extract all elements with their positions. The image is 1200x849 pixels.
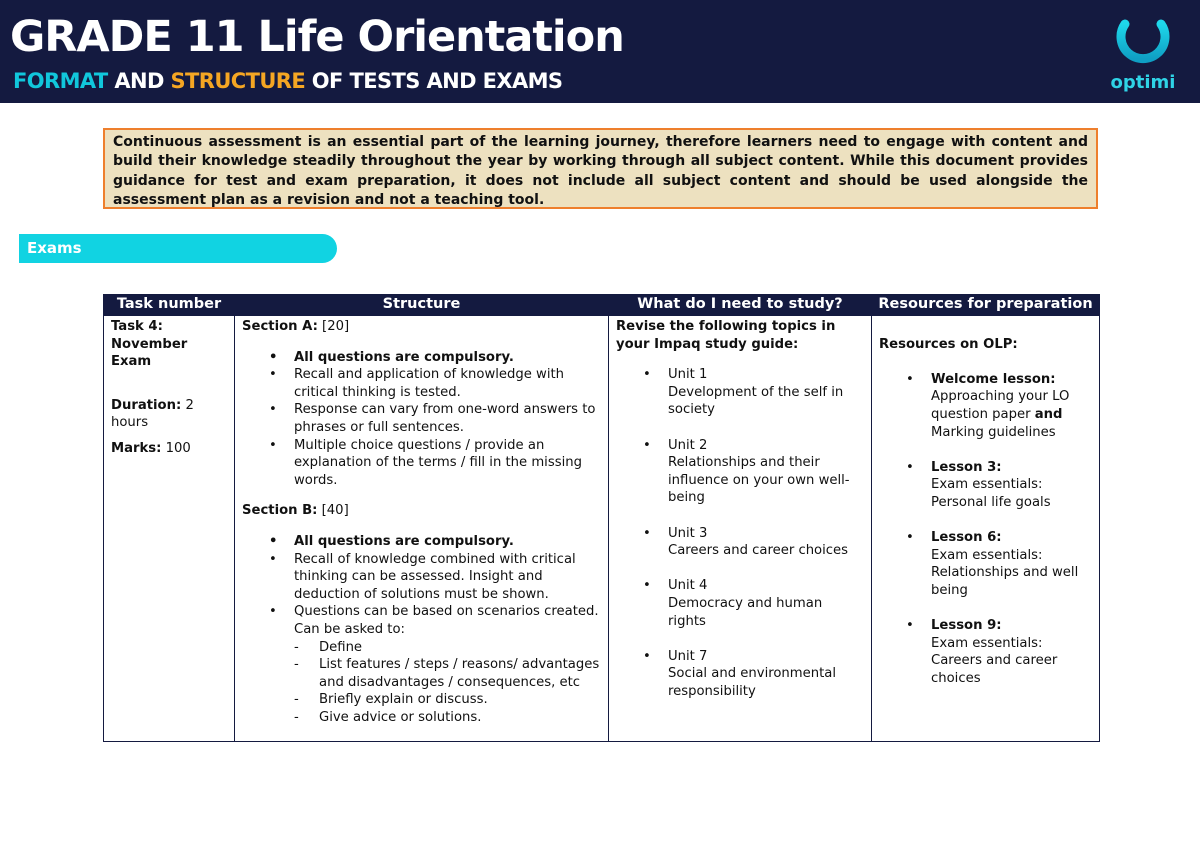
- list-item: - Define: [242, 639, 601, 657]
- resources-cell: [872, 316, 1100, 742]
- page-subtitle: [13, 68, 562, 94]
- section-b-sublist: [242, 639, 601, 727]
- list-item: • Response can vary from one-word answers to phrases or full sentences.: [242, 401, 601, 436]
- structure-cell: [235, 316, 609, 742]
- list-item: - List features / steps / reasons/ advantages and disadvantages / consequences, etc: [242, 656, 601, 691]
- header-resources: Resources for preparation: [872, 295, 1100, 316]
- list-item: • All questions are compulsory.: [242, 349, 601, 367]
- list-item: • Unit 1 Development of the self in society: [616, 366, 864, 419]
- table-row: [104, 316, 1100, 742]
- optimi-logo: [1108, 14, 1178, 96]
- task-duration: Duration: 2 hours: [111, 397, 194, 431]
- section-a-heading: Section A: [20]: [242, 319, 350, 334]
- list-item: • Unit 4 Democracy and human rights: [616, 577, 864, 630]
- task-cell: [104, 316, 235, 742]
- list-item: • Welcome lesson: Approaching your LO question paper and Marking guidelines: [879, 371, 1092, 441]
- optimi-logo-icon: [1114, 14, 1172, 70]
- subtitle-and: AND: [107, 69, 171, 93]
- resources-intro: Resources on OLP:: [879, 336, 1018, 352]
- exams-section-tab: Exams: [19, 234, 337, 263]
- task-name: Task 4: November Exam: [111, 319, 188, 370]
- list-item: - Give advice or solutions.: [242, 709, 601, 727]
- list-item: • Recall of knowledge combined with critical thinking can be assessed. Insight and deduction of solutions must be shown.: [242, 551, 601, 604]
- list-item: • Unit 7 Social and environmental responsibility: [616, 648, 864, 701]
- list-item: • Questions can be based on scenarios created. Can be asked to:: [242, 603, 601, 638]
- list-item: • Lesson 6: Exam essentials: Relationships and well being: [879, 529, 1092, 599]
- subtitle-rest: OF TESTS AND EXAMS: [305, 69, 563, 93]
- study-intro: Revise the following topics in your Impaq study guide:: [616, 319, 836, 352]
- study-units-list: [616, 366, 864, 700]
- optimi-logo-text: optimi: [1110, 72, 1176, 93]
- list-item: • All questions are compulsory.: [242, 533, 601, 551]
- section-a-list: [242, 349, 601, 490]
- assessment-notice: Continuous assessment is an essential part of the learning journey, therefore learners need to engage with content and build their knowledge steadily throughout the year by working through all subject content. While this document provides guidance for test and exam preparation, it does not include all subject content and should be used alongside the assessment plan as a revision and not a teaching tool.: [103, 128, 1098, 209]
- page-header: [0, 0, 1200, 103]
- list-item: - Briefly explain or discuss.: [242, 691, 601, 709]
- section-b-heading: Section B: [40]: [242, 503, 349, 519]
- subtitle-format: FORMAT: [13, 69, 108, 93]
- list-item: • Recall and application of knowledge with critical thinking is tested.: [242, 366, 601, 401]
- list-item: • Unit 3 Careers and career choices: [616, 525, 864, 560]
- list-item: • Lesson 9: Exam essentials: Careers and career choices: [879, 617, 1092, 687]
- section-b-list: [242, 533, 601, 639]
- list-item: • Unit 2 Relationships and their influence on your own well-being: [616, 437, 864, 507]
- resources-list: [879, 371, 1092, 688]
- header-task-number: Task number: [104, 295, 235, 316]
- list-item: • Lesson 3: Exam essentials: Personal life goals: [879, 459, 1092, 512]
- task-marks: Marks: 100: [111, 440, 191, 456]
- page-title: GRADE 11 Life Orientation: [10, 12, 624, 62]
- header-study: What do I need to study?: [609, 295, 872, 316]
- study-cell: [609, 316, 872, 742]
- header-structure: Structure: [235, 295, 609, 316]
- exam-table: [103, 294, 1100, 742]
- table-header-row: [104, 295, 1100, 316]
- list-item: • Multiple choice questions / provide an explanation of the terms / fill in the missing words.: [242, 437, 601, 490]
- subtitle-structure: STRUCTURE: [170, 69, 306, 93]
